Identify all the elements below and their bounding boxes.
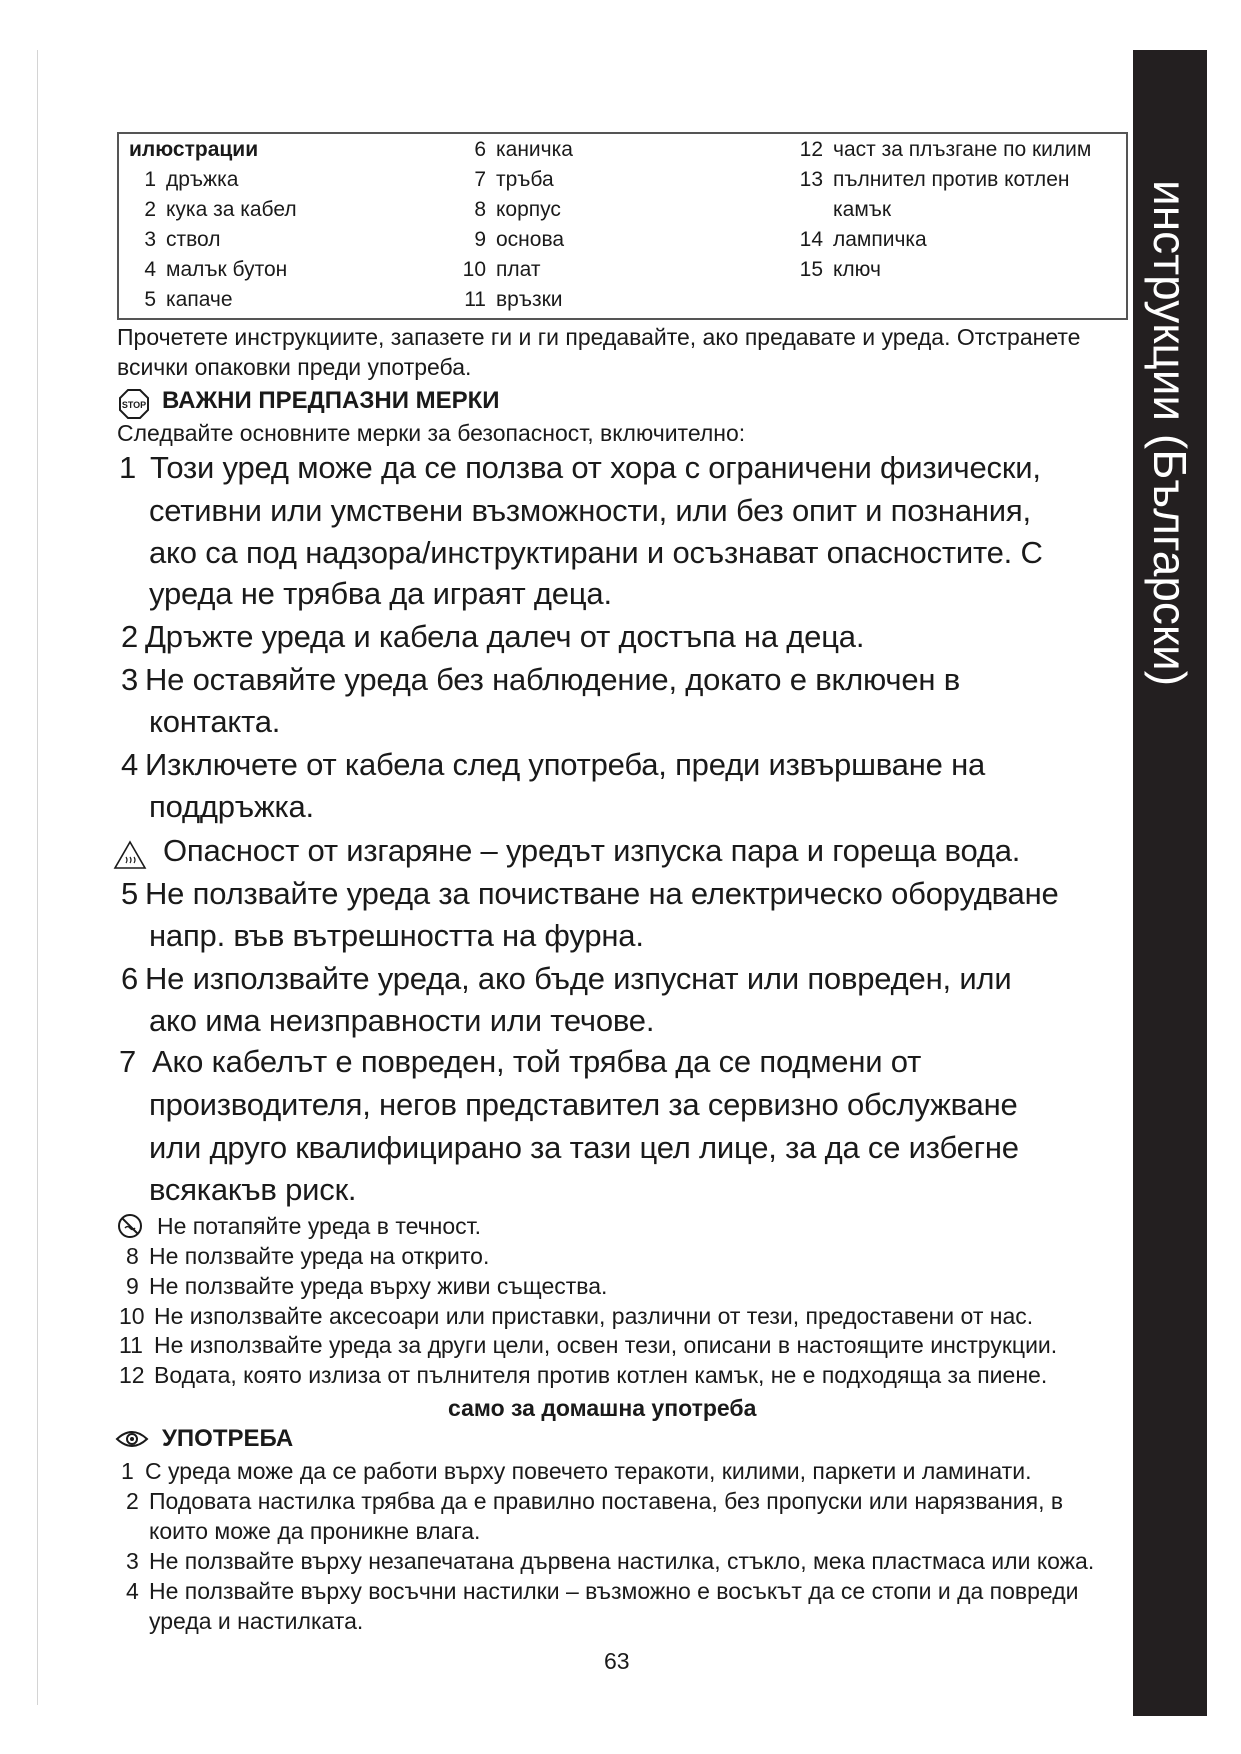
small-item-text: Не ползвайте уреда на открито. — [149, 1243, 490, 1269]
usage-heading: УПОТРЕБА — [162, 1425, 294, 1452]
small-item-number: 11 — [119, 1332, 143, 1358]
safety-item-line: Не използвайте уреда, ако бъде изпуснат или повреден, или — [145, 961, 1012, 996]
usage-item-line: С уреда може да се работи върху повечето теракоти, килими, паркети и ламинати. — [145, 1458, 1032, 1484]
safety-item-number: 4 — [121, 747, 139, 782]
no-immersion-icon — [117, 1213, 143, 1239]
safety-item-line: ако са под надзора/инструктирани и осъзнават опасностите. С — [149, 535, 1043, 570]
legend-item: 5 капаче — [144, 288, 233, 311]
usage-item-line: Не ползвайте върху восъчни настилки – възможно е восъкът да се стопи и да повреди — [149, 1578, 1079, 1604]
legend-item: 6 каничка — [474, 138, 573, 161]
small-item-text: Не ползвайте уреда върху живи същества. — [149, 1273, 608, 1299]
no-immersion-text: Не потапяйте уреда в течност. — [157, 1213, 481, 1239]
legend-item: 13 пълнител против котлен — [799, 168, 1070, 191]
small-item-number: 12 — [119, 1362, 145, 1388]
safety-item-line: контакта. — [149, 704, 281, 739]
safety-subtitle: Следвайте основните мерки за безопасност, включително: — [117, 420, 746, 446]
safety-item-line: Този уред може да се ползва от хора с ограничени физически, — [150, 450, 1041, 485]
burn-warning: Опасност от изгаряне – уредът изпуска пара и гореща вода. — [163, 833, 1021, 868]
safety-item-line: всякакъв риск. — [149, 1172, 357, 1207]
legend-item: 7 тръба — [474, 168, 554, 191]
safety-item-number: 6 — [121, 961, 139, 996]
safety-item-number: 7 — [119, 1044, 137, 1079]
safety-heading: ВАЖНИ ПРЕДПАЗНИ МЕРКИ — [162, 387, 500, 414]
safety-item-number: 2 — [121, 619, 139, 654]
small-item-number: 10 — [119, 1303, 145, 1329]
usage-item-line: уреда и настилката. — [149, 1608, 364, 1634]
legend-item: 11 връзки — [464, 288, 563, 311]
left-margin-rule — [37, 50, 38, 1705]
safety-item-number: 3 — [121, 662, 139, 697]
legend-item: 14 лампичка — [799, 228, 927, 251]
intro-line: Прочетете инструкциите, запазете ги и ги предавайте, ако предавате и уреда. Отстранете — [117, 324, 1081, 350]
usage-item-line: които може да проникне влага. — [149, 1518, 481, 1544]
small-item-text: Не използвайте уреда за други цели, освен тези, описани в настоящите инструкции. — [154, 1332, 1058, 1358]
safety-item-line: Не ползвайте уреда за почистване на електрическо оборудване — [145, 876, 1059, 911]
legend-item: 9 основа — [474, 228, 565, 251]
usage-item-line: Подовата настилка трябва да е правилно поставена, без пропуски или нарязвания, в — [149, 1488, 1064, 1514]
safety-item-line: поддръжка. — [149, 789, 314, 824]
stop-sign-icon — [119, 389, 149, 419]
usage-item-number: 4 — [126, 1578, 139, 1604]
intro-line: всички опаковки преди употреба. — [117, 354, 472, 380]
eye-icon — [115, 1428, 149, 1450]
safety-item-line: Ако кабелът е повреден, той трябва да се подмени от — [152, 1044, 922, 1079]
usage-item-number: 1 — [121, 1458, 134, 1484]
small-item-number: 9 — [126, 1273, 139, 1299]
safety-item-line: Дръжте уреда и кабела далеч от достъпа на деца. — [145, 619, 865, 654]
safety-item-line: сетивни или умствени възможности, или без опит и познания, — [149, 493, 1031, 528]
legend-heading: илюстрации — [129, 138, 259, 161]
legend-item: 12 част за плъзгане по килим — [799, 138, 1092, 161]
svg-text:STOP: STOP — [121, 400, 147, 410]
legend-item: 10 плат — [462, 258, 541, 281]
hot-surface-warning-icon — [113, 840, 147, 870]
side-tab-title: инструкции (Български) — [1144, 180, 1196, 687]
small-item-text: Водата, която излиза от пълнителя против котлен камък, не е подходяща за пиене. — [154, 1362, 1048, 1388]
safety-item-line: производителя, негов представител за сервизно обслужване — [149, 1087, 1018, 1122]
legend-column-3 — [795, 135, 1091, 285]
small-item-text: Не използвайте аксесоари или приставки, различни от тези, предоставени от нас. — [154, 1303, 1034, 1329]
safety-item-line: ако има неизправности или течове. — [149, 1003, 655, 1038]
safety-item-line: уреда не трябва да играят деца. — [149, 576, 612, 611]
usage-item-number: 3 — [126, 1548, 139, 1574]
legend-item: 1 дръжка — [144, 168, 239, 191]
safety-item-line: напр. във вътрешността на фурна. — [149, 918, 644, 953]
legend-item: 2 кука за кабел — [144, 198, 297, 221]
illustrations-legend — [117, 132, 1128, 320]
usage-item-line: Не ползвайте върху незапечатана дървена настилка, стъкло, мека пластмаса или кожа. — [149, 1548, 1095, 1574]
page-number: 63 — [604, 1648, 630, 1674]
safety-item-line: Изключете от кабела след употреба, преди извършване на — [145, 747, 986, 782]
domestic-use-note: само за домашна употреба — [448, 1395, 757, 1421]
small-item-number: 8 — [126, 1243, 139, 1269]
legend-item: 15 ключ — [799, 258, 881, 281]
side-tab — [1133, 50, 1207, 1716]
legend-item: 8 корпус — [474, 198, 561, 221]
legend-column-2 — [459, 135, 573, 315]
legend-column-1 — [129, 135, 297, 315]
usage-item-number: 2 — [126, 1488, 139, 1514]
legend-item: камък — [833, 198, 892, 221]
safety-item-line: Не оставяйте уреда без наблюдение, докато е включен в — [145, 662, 961, 697]
legend-item: 3 ствол — [144, 228, 221, 251]
legend-item: 4 малък бутон — [144, 258, 288, 281]
safety-item-number: 1 — [119, 450, 137, 485]
safety-item-number: 5 — [121, 876, 139, 911]
safety-item-line: или друго квалифицирано за тази цел лице, за да се избегне — [149, 1130, 1019, 1165]
